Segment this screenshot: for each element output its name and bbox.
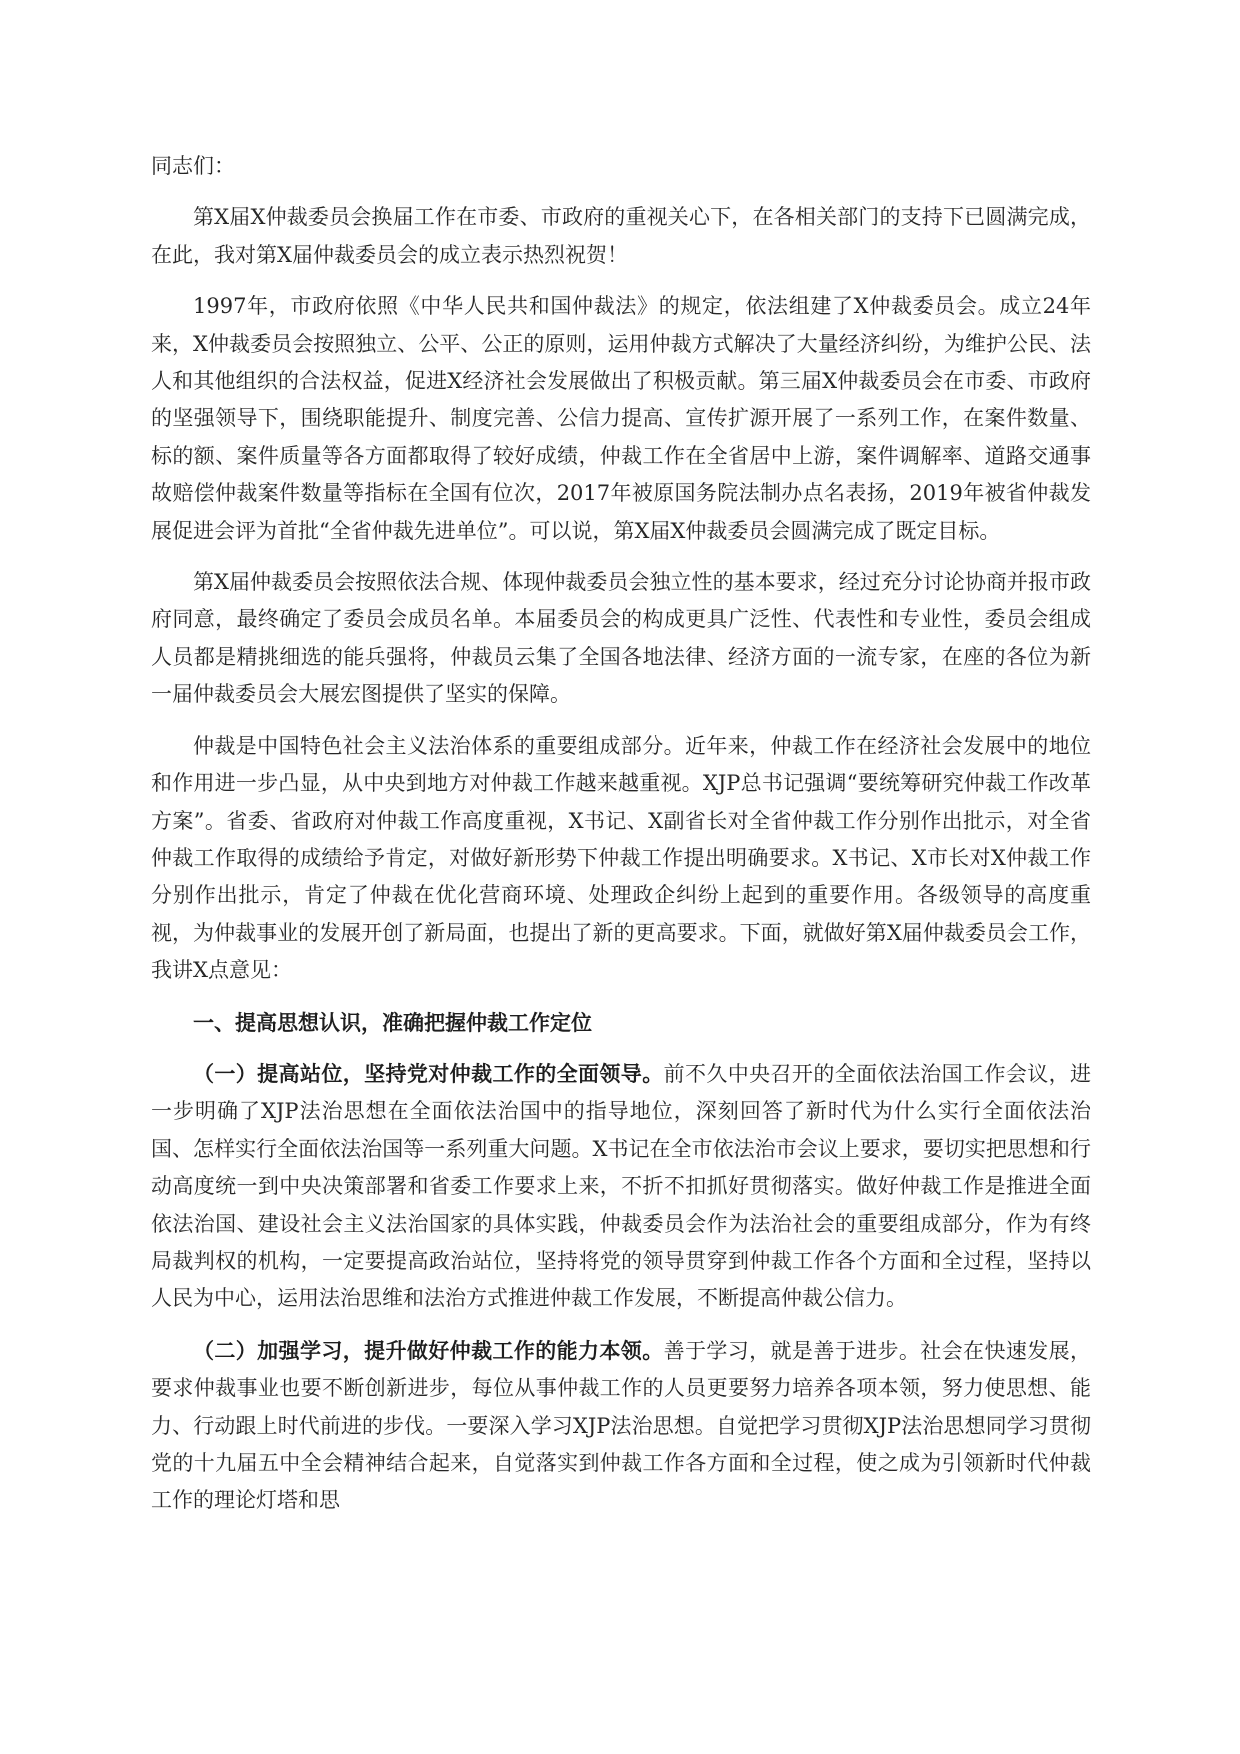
- paragraph-history: 1997年，市政府依照《中华人民共和国仲裁法》的规定，依法组建了X仲裁委员会。成立24年来，X仲裁委员会按照独立、公平、公正的原则，运用仲裁方式解决了大量经济纠纷，为维护公民、法人和其他组织的合法权益，促进X经济社会发展做出了积极贡献。第三届X仲裁委员会在市委、市政府的坚强领导下，围绕职能提升、制度完善、公信力提高、宣传扩源开展了一系列工作，在案件数量、标的额、案件质量等各方面都取得了较好成绩，仲裁工作在全省居中上游，案件调解率、道路交通事故赔偿仲裁案件数量等指标在全国有位次，2017年被原国务院法制办点名表扬，2019年被省仲裁发展促进会评为首批“全省仲裁先进单位”。可以说，第X届X仲裁委员会圆满完成了既定目标。: [151, 294, 1091, 543]
- sub-section-lead: （二）加强学习，提升做好仲裁工作的能力本领。: [193, 1337, 664, 1363]
- document-body: [151, 148, 1091, 1534]
- paragraph-arbitration-importance: 仲裁是中国特色社会主义法治体系的重要组成部分。近年来，仲裁工作在经济社会发展中的地位和作用进一步凸显，从中央到地方对仲裁工作越来越重视。XJP总书记强调“要统筹研究仲裁工作改革方案”。省委、省政府对仲裁工作高度重视，X书记、X副省长对全省仲裁工作分别作出批示，对全省仲裁工作取得的成绩给予肯定，对做好新形势下仲裁工作提出明确要求。X书记、X市长对X仲裁工作分别作出批示，肯定了仲裁在优化营商环境、处理政企纠纷上起到的重要作用。各级领导的高度重视，为仲裁事业的发展开创了新局面，也提出了新的更高要求。下面，就做好第X届仲裁委员会工作，我讲X点意见：: [151, 733, 1091, 983]
- salutation: 同志们：: [151, 154, 235, 178]
- sub-section-lead: （一）提高站位，坚持党对仲裁工作的全面领导。: [193, 1060, 664, 1086]
- sub-section-paragraph: [151, 1332, 1091, 1520]
- sub-section-paragraph: [151, 1055, 1091, 1318]
- sub-section-body: 善于学习，就是善于进步。社会在快速发展，要求仲裁事业也要不断创新进步，每位从事仲裁工作的人员更要努力培养各项本领，努力使思想、能力、行动跟上时代前进的步伐。一要深入学习XJP法治思想。自觉把学习贯彻XJP法治思想同学习贯彻党的十九届五中全会精神结合起来，自觉落实到仲裁工作各方面和全过程，使之成为引领新时代仲裁工作的理论灯塔和思: [151, 1338, 1092, 1513]
- sub-section-body: 前不久中央召开的全面依法治国工作会议，进一步明确了XJP法治思想在全面依法治国中的指导地位，深刻回答了新时代为什么实行全面依法治国、怎样实行全面依法治国等一系列重大问题。X书记在全市依法治市会议上要求，要切实把思想和行动高度统一到中央决策部署和省委工作要求上来，不折不扣抓好贯彻落实。做好仲裁工作是推进全面依法治国、建设社会主义法治国家的具体实践，仲裁委员会作为法治社会的重要组成部分，作为有终局裁判权的机构，一定要提高政治站位，坚持将党的领导贯穿到仲裁工作各个方面和全过程，坚持以人民为中心，运用法治思维和法治方式推进仲裁工作发展，不断提高仲裁公信力。: [151, 1061, 1092, 1311]
- section-heading: 一、提高思想认识，准确把握仲裁工作定位: [193, 1009, 592, 1035]
- paragraph-committee-composition: 第X届仲裁委员会按照依法合规、体现仲裁委员会独立性的基本要求，经过充分讨论协商并报市政府同意，最终确定了委员会成员名单。本届委员会的构成更具广泛性、代表性和专业性，委员会组成人员都是精挑细选的能兵强将，仲裁员云集了全国各地法律、经济方面的一流专家，在座的各位为新一届仲裁委员会大展宏图提供了坚实的保障。: [151, 570, 1091, 707]
- paragraph-congratulation: 第X届X仲裁委员会换届工作在市委、市政府的重视关心下，在各相关部门的支持下已圆满完成，在此，我对第X届仲裁委员会的成立表示热烈祝贺！: [151, 205, 1091, 267]
